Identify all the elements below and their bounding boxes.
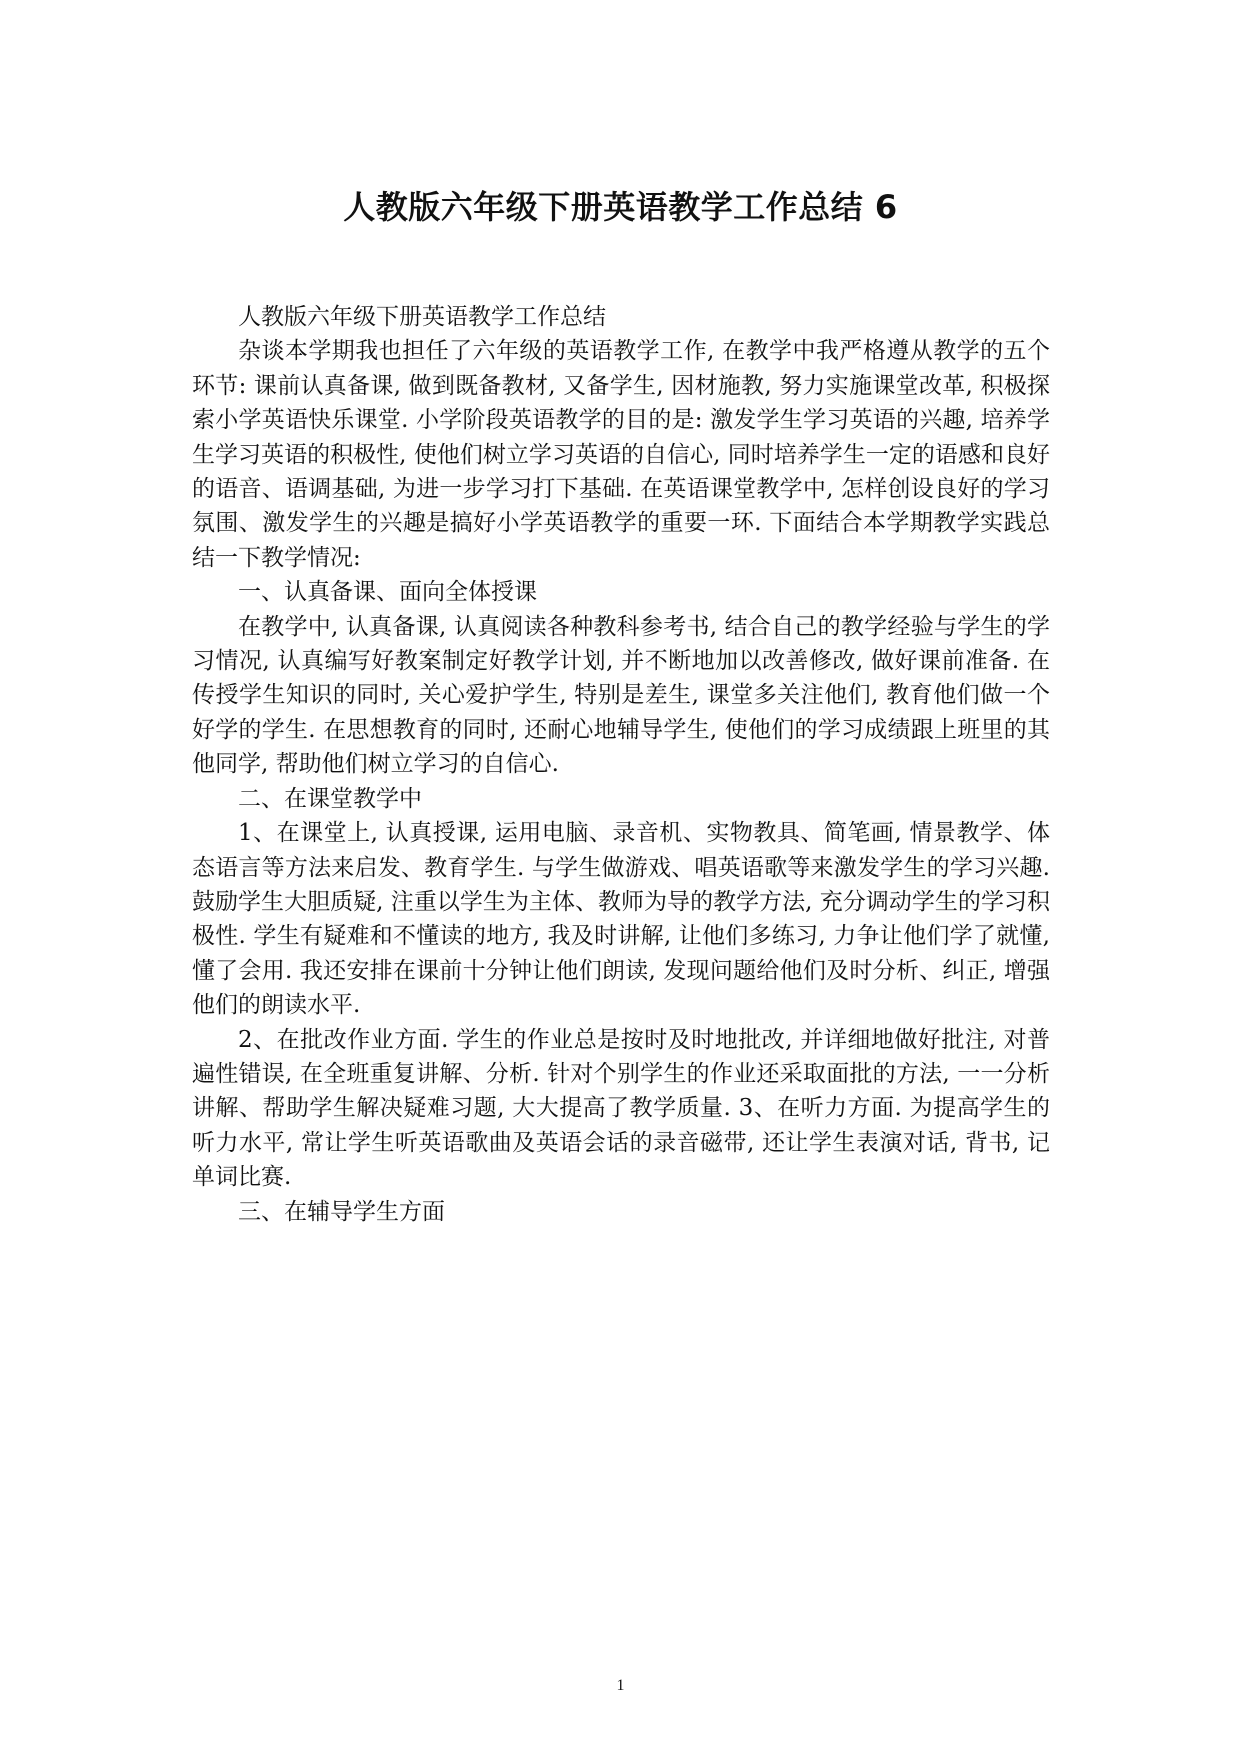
section-heading-2: 二、在课堂教学中 [238, 785, 422, 812]
section-heading-1: 一、认真备课、面向全体授课 [238, 579, 537, 606]
section-heading-3: 三、在辅导学生方面 [238, 1198, 445, 1225]
paragraph-subtitle: 人教版六年级下册英语教学工作总结 [238, 304, 606, 330]
paragraph-classroom: 1、在课堂上, 认真授课, 运用电脑、录音机、实物教具、简笔画, 情景教学、体态语言等方法来启发、教育学生. 与学生做游戏、唱英语歌等来激发学生的学习兴趣. 鼓励学生大胆质疑, 注重以学生为主体、教师为导的教学方法, 充分调动学生的学习积极性. 学生有疑难和不懂读的地方, 我及时讲解, 让他们多练习, 力争让他们学了就懂, 懂了会用. 我还安排在课前十分钟让他们朗读, 发现问题给他们及时分析、纠正, 增强他们的朗读水平. [192, 820, 1050, 1019]
paragraph-homework: 2、在批改作业方面. 学生的作业总是按时及时地批改, 并详细地做好批注, 对普遍性错误, 在全班重复讲解、分析. 针对个别学生的作业还采取面批的方法, 一一分析讲解、帮助学生解决疑难习题, 大大提高了教学质量. 3、在听力方面. 为提高学生的听力水平, 常让学生听英语歌曲及英语会话的录音磁带, 还让学生表演对话, 背书, 记单词比赛. [192, 1026, 1050, 1191]
paragraph-intro: 杂谈本学期我也担任了六年级的英语教学工作, 在教学中我严格遵从教学的五个环节: 课前认真备课, 做到既备教材, 又备学生, 因材施教, 努力实施课堂改革, 积极探索小学英语快乐课堂. 小学阶段英语教学的目的是: 激发学生学习英语的兴趣, 培养学生学习英语的积极性, 使他们树立学习英语的自信心, 同时培养学生一定的语感和良好的语音、语调基础, 为进一步学习打下基础. 在英语课堂教学中, 怎样创设良好的学习氛围、激发学生的兴趣是搞好小学英语教学的重要一环. 下面结合本学期教学实践总结一下教学情况: [192, 338, 1050, 571]
paragraph-section-1: 在教学中, 认真备课, 认真阅读各种教科参考书, 结合自己的教学经验与学生的学习情况, 认真编写好教案制定好教学计划, 并不断地加以改善修改, 做好课前准备. 在传授学生知识的同时, 关心爱护学生, 特别是差生, 课堂多关注他们, 教育他们做一个好学的学生. 在思想教育的同时, 还耐心地辅导学生, 使他们的学习成绩跟上班里的其他同学, 帮助他们树立学习的自信心. [192, 613, 1050, 778]
document-title: 人教版六年级下册英语教学工作总结 6 [343, 188, 898, 226]
document-body [192, 300, 1050, 1229]
page-number: 1 [616, 1677, 625, 1694]
